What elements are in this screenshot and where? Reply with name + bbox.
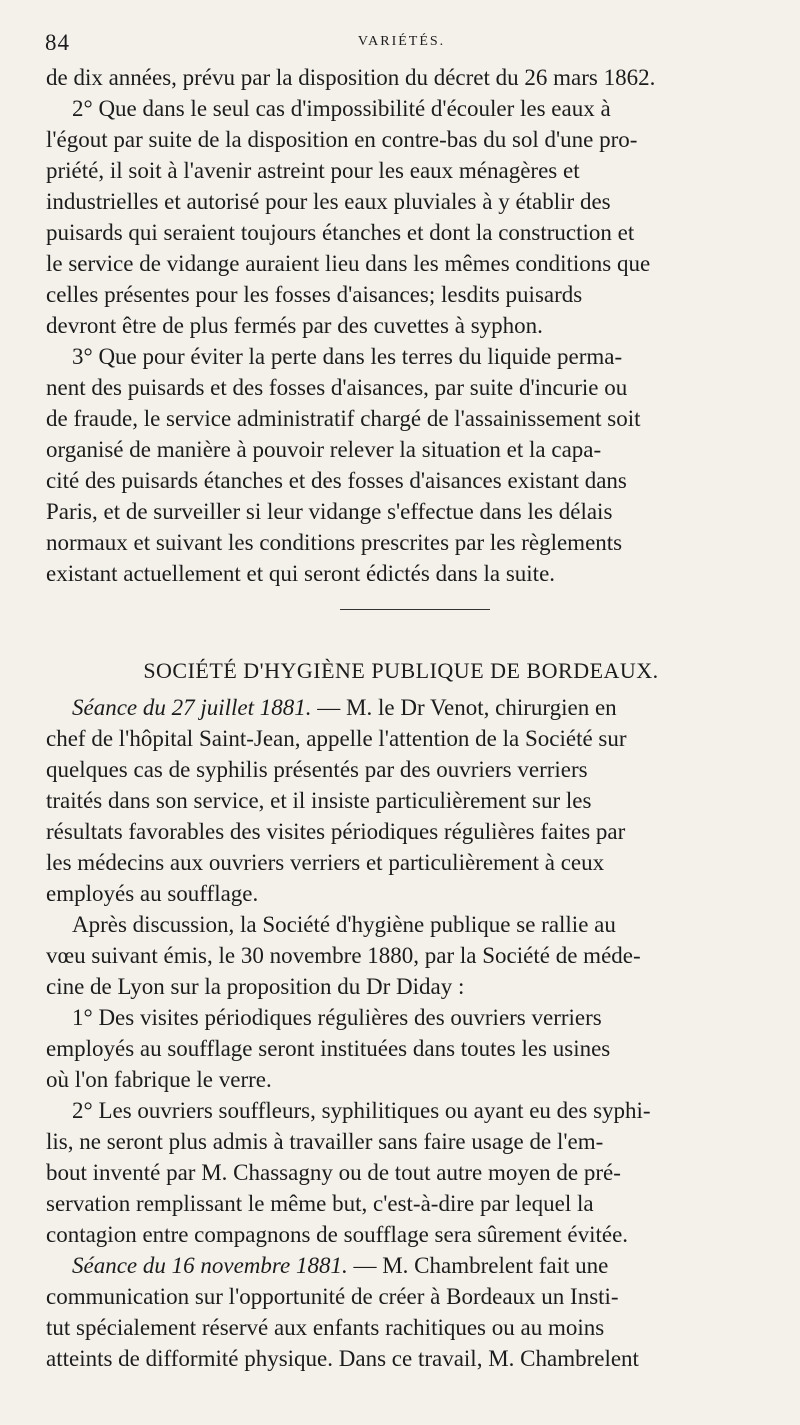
section-divider [46, 589, 756, 641]
section-title: SOCIÉTÉ D'HYGIÈNE PUBLIQUE DE BORDEAUX. [143, 658, 659, 683]
text-line: de fraude, le service administratif chargé de l'assainissement soit [46, 406, 641, 431]
text-line: lis, ne seront plus admis à travailler sans faire usage de l'em- [46, 1129, 604, 1154]
text-line: servation remplissant le même but, c'est-à-dire par lequel la [46, 1191, 594, 1216]
text-line: quelques cas de syphilis présentés par des ouvriers verriers [46, 757, 588, 782]
session-date: Séance du 16 novembre 1881. [72, 1253, 348, 1278]
text-line: tut spécialement réservé aux enfants rachitiques ou au moins [46, 1315, 605, 1340]
text-line: cité des puisards étanches et des fosses d'aisances existant dans [46, 468, 627, 493]
text-line: résultats favorables des visites périodiques régulières faites par [46, 819, 626, 844]
text-line: 3° Que pour éviter la perte dans les terres du liquide perma- [72, 344, 623, 369]
page-header [45, 26, 758, 62]
text-line: de dix années, prévu par la disposition du décret du 26 mars 1862. [46, 65, 656, 90]
text-line: priété, il soit à l'avenir astreint pour les eaux ménagères et [46, 158, 580, 183]
text-line: 2° Que dans le seul cas d'impossibilité d'écouler les eaux à [72, 96, 611, 121]
text-line: atteints de difformité physique. Dans ce travail, M. Chambrelent [46, 1346, 639, 1371]
session-line [46, 1250, 756, 1281]
text-line: existant actuellement et qui seront édictés dans la suite. [46, 561, 556, 586]
text-line: puisards qui seraient toujours étanches et dont la construction et [46, 220, 635, 245]
text-line: employés au soufflage seront instituées dans toutes les usines [46, 1036, 611, 1061]
session-date: Séance du 27 juillet 1881. [72, 695, 312, 720]
page-number: 84 [45, 30, 70, 55]
text-line: nent des puisards et des fosses d'aisances, par suite d'incurie ou [46, 375, 628, 400]
text-line: bout inventé par M. Chassagny ou de tout autre moyen de pré- [46, 1160, 621, 1185]
text-line: communication sur l'opportunité de créer à Bordeaux un Insti- [46, 1284, 619, 1309]
running-title: VARIÉTÉS. [357, 34, 446, 49]
divider-rule [340, 609, 490, 610]
text-line: organisé de manière à pouvoir relever la situation et la capa- [46, 437, 602, 462]
session-intro: — M. Chambrelent fait une [347, 1253, 609, 1278]
text-line: 2° Les ouvriers souffleurs, syphilitiques ou ayant eu des syphi- [72, 1098, 651, 1123]
text-line: chef de l'hôpital Saint-Jean, appelle l'attention de la Société sur [46, 726, 627, 751]
text-line: les médecins aux ouvriers verriers et particulièrement à ceux [46, 850, 605, 875]
text-line: vœu suivant émis, le 30 novembre 1880, par la Société de méde- [46, 943, 641, 968]
page-body [46, 62, 756, 1374]
text-line: celles présentes pour les fosses d'aisances; lesdits puisards [46, 282, 583, 307]
text-line: devront être de plus fermés par des cuvettes à syphon. [46, 313, 543, 338]
text-line: 1° Des visites périodiques régulières des ouvriers verriers [72, 1005, 602, 1030]
text-line: Après discussion, la Société d'hygiène publique se rallie au [72, 912, 616, 937]
text-line: normaux et suivant les conditions prescrites par les règlements [46, 530, 623, 555]
session-intro: — M. le Dr Venot, chirurgien en [311, 695, 617, 720]
text-line: Paris, et de surveiller si leur vidange s'effectue dans les délais [46, 499, 613, 524]
text-line: contagion entre compagnons de soufflage sera sûrement évitée. [46, 1222, 629, 1247]
text-line: cine de Lyon sur la proposition du Dr Diday : [46, 974, 465, 999]
text-line: industrielles et autorisé pour les eaux pluviales à y établir des [46, 189, 611, 214]
text-line: où l'on fabrique le verre. [46, 1067, 272, 1092]
text-line: l'égout par suite de la disposition en contre-bas du sol d'une pro- [46, 127, 638, 152]
text-line: le service de vidange auraient lieu dans les mêmes conditions que [46, 251, 651, 276]
session-line [46, 692, 756, 723]
text-line: traités dans son service, et il insiste particulièrement sur les [46, 788, 592, 813]
text-line: employés au soufflage. [46, 881, 259, 906]
